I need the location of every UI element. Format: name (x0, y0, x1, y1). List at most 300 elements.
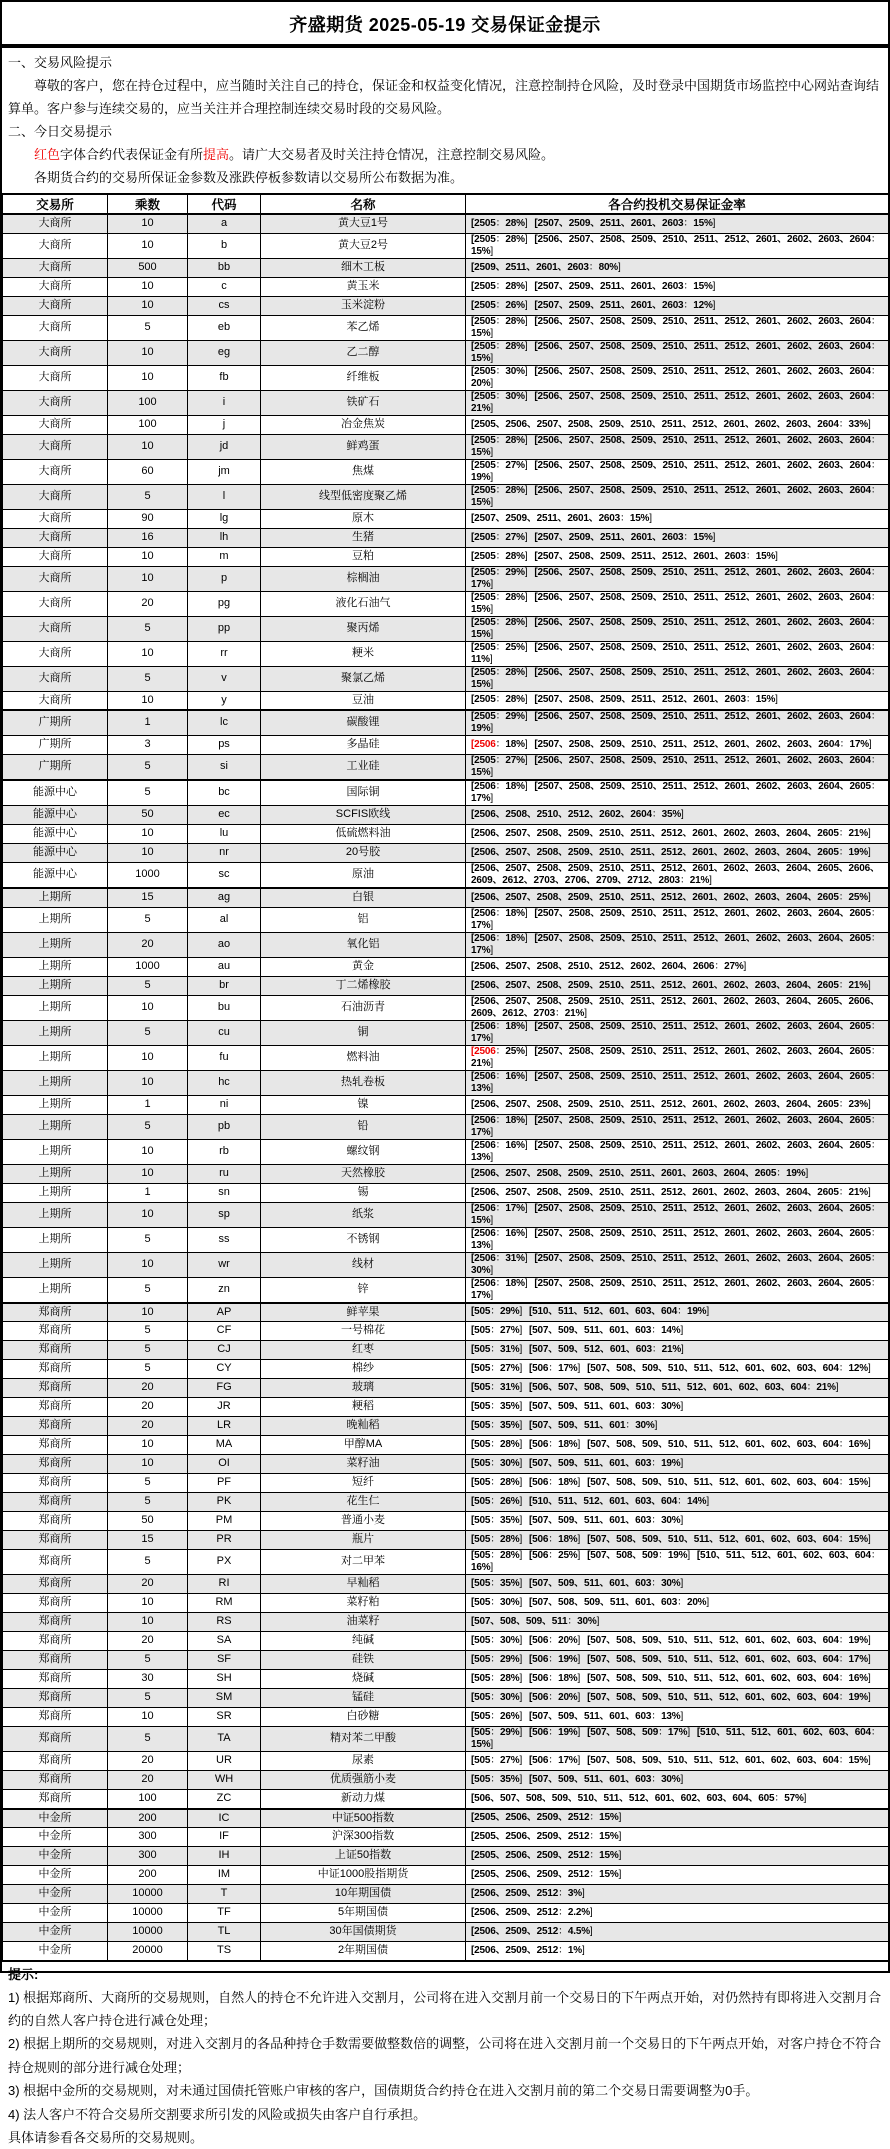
margin-rate-value: 29% (505, 567, 524, 578)
name-cell: 锡 (261, 1183, 466, 1202)
rate-segment: [2506：16%] (471, 1140, 527, 1151)
contracts-list: [507、508、509 (587, 1727, 658, 1738)
contracts-list: [505 (471, 1477, 490, 1488)
rates-cell (466, 1398, 889, 1417)
margin-rate-value: 19% (849, 1635, 868, 1646)
contracts-list: [2506、2507、2508、2509、2510、2511、2512、2601、2602、2603、2604 (534, 316, 871, 327)
code-cell: eb (188, 315, 261, 340)
multiplier-cell: 5 (108, 1550, 188, 1575)
column-header-2: 代码 (188, 194, 261, 214)
multiplier-cell: 5 (108, 907, 188, 932)
margin-rate-value: 18% (558, 1477, 577, 1488)
rate-segment: [2505：28%] (471, 551, 527, 562)
multiplier-cell: 10 (108, 1436, 188, 1455)
code-cell: IM (188, 1866, 261, 1885)
multiplier-cell: 10000 (108, 1904, 188, 1923)
rates-cell (466, 340, 889, 365)
contracts-list: [506 (529, 1673, 548, 1684)
multiplier-cell: 5 (108, 976, 188, 995)
table-row (3, 547, 889, 566)
rates-cell (466, 459, 889, 484)
contracts-list: [2507、2508、2509、2510、2511、2512、2601、2602、2603、2604、2605 (534, 1228, 871, 1239)
code-cell: fb (188, 365, 261, 390)
contracts-list: [2506、2507、2508、2509、2510、2511、2512、2601、2602、2603、2604 (534, 391, 871, 402)
multiplier-cell: 1 (108, 1095, 188, 1114)
rates-cell (466, 755, 889, 781)
margin-rate-value: 31% (500, 1382, 519, 1393)
exchange-cell: 大商所 (3, 277, 108, 296)
exchange-cell: 郑商所 (3, 1689, 108, 1708)
margin-rate-value: 17% (471, 1033, 490, 1044)
margin-rate-value: 35% (500, 1515, 519, 1526)
rates-cell (466, 258, 889, 277)
table-row (3, 1550, 889, 1575)
rates-cell (466, 1020, 889, 1045)
multiplier-cell: 60 (108, 459, 188, 484)
exchange-cell: 广期所 (3, 755, 108, 781)
exchange-cell: 上期所 (3, 888, 108, 907)
rates-cell (466, 1512, 889, 1531)
rate-segment: [507、508、509、511：30%] (471, 1616, 599, 1627)
table-row (3, 1417, 889, 1436)
rate-segment: [510、511、512、601、603、604：14%] (529, 1496, 709, 1507)
code-cell: al (188, 907, 261, 932)
footer-note-3: 3) 根据中金所的交易规则，对未通过国债托管账户审核的客户，国债期货合约持仓在进入交割月前的第二个交易日需要调整为0手。 (8, 2079, 882, 2102)
margin-rate-value: 19% (668, 1550, 687, 1561)
rates-cell (466, 233, 889, 258)
contracts-list: [2507、2509、2511、2601、2603 (471, 513, 620, 524)
name-cell: 天然橡胶 (261, 1164, 466, 1183)
rate-segment: [506：17%] (529, 1755, 580, 1766)
rate-segment: [507、508、509、510、511、512、601、602、603、604：19%] (587, 1692, 870, 1703)
today-note-line: 各期货合约的交易所保证金参数及涨跌停板参数请以交易所公布数据为准。 (8, 166, 882, 189)
rate-segment: [2507、2508、2509、2510、2511、2512、2601、2602、2603、2604、2605：17%] (471, 781, 881, 804)
contracts-list: [505 (471, 1727, 490, 1738)
code-cell: j (188, 415, 261, 434)
rate-segment: [506：17%] (529, 1363, 580, 1374)
name-cell: 低硫燃料油 (261, 825, 466, 844)
margin-rate-value: 18% (505, 908, 524, 919)
exchange-cell: 郑商所 (3, 1727, 108, 1752)
code-cell: bc (188, 780, 261, 806)
rates-cell (466, 1436, 889, 1455)
rate-segment: [505：35%] (471, 1420, 522, 1431)
margin-rate-value: 15% (849, 1534, 868, 1545)
rate-segment: [2506、2507、2508、2509、2510、2511、2512、2601、2602、2603、2604、2605：21%] (471, 980, 871, 991)
name-cell: 细木工板 (261, 258, 466, 277)
rate-segment: [2505：27%] (471, 755, 527, 766)
rate-segment: [507、509、511、601、603：13%] (529, 1711, 683, 1722)
code-cell: IF (188, 1828, 261, 1847)
rate-segment: [2506、2507、2508、2509、2510、2511、2512、2601、2602、2603、2604：15%] (471, 667, 881, 690)
exchange-cell: 大商所 (3, 547, 108, 566)
margin-rate-value: 25% (505, 1046, 524, 1057)
contracts-list: [2506、2507、2508、2509、2510、2511、2512、2601、2602、2603、2604、2605 (471, 847, 839, 858)
contracts-list: [510、511、512、601、602、603、604 (697, 1550, 871, 1561)
name-cell: 白砂糖 (261, 1708, 466, 1727)
rate-segment: [505：31%] (471, 1344, 522, 1355)
multiplier-cell: 90 (108, 509, 188, 528)
multiplier-cell: 5 (108, 1493, 188, 1512)
multiplier-cell: 5 (108, 484, 188, 509)
multiplier-cell: 20 (108, 1398, 188, 1417)
rate-segment: [2506：18%] (471, 908, 527, 919)
rate-segment: [2507、2508、2509、2510、2511、2512、2601、2602、2603、2604、2605：17%] (471, 1278, 881, 1301)
exchange-cell: 郑商所 (3, 1493, 108, 1512)
multiplier-cell: 10 (108, 1252, 188, 1277)
margin-rate-value: 26% (500, 1711, 519, 1722)
margin-rate-value: 28% (500, 1673, 519, 1684)
contracts-list: [505 (471, 1458, 490, 1469)
contracts-list: [506 (529, 1439, 548, 1450)
rate-segment: [505：29%] (471, 1654, 522, 1665)
rate-segment: [2505：26%] (471, 300, 527, 311)
multiplier-cell: 20 (108, 1752, 188, 1771)
table-row (3, 1885, 889, 1904)
rate-segment: [2507、2508、2509、2510、2511、2512、2601、2602、2603、2604、2605：15%] (471, 1203, 881, 1226)
name-cell: 尿素 (261, 1752, 466, 1771)
rates-cell (466, 616, 889, 641)
table-row (3, 233, 889, 258)
name-cell: 粳稻 (261, 1398, 466, 1417)
rate-segment: [505：35%] (471, 1515, 522, 1526)
rate-segment: [507、509、511、601、603：30%] (529, 1515, 683, 1526)
rates-cell (466, 315, 889, 340)
rate-segment: [2507、2508、2509、2510、2511、2512、2601、2602、2603、2604：17%] (534, 739, 871, 750)
rate-segment: [2505：27%] (471, 460, 527, 471)
margin-rate-value: 19% (471, 472, 490, 483)
rate-segment: [505：30%] (471, 1692, 522, 1703)
rates-cell (466, 390, 889, 415)
margin-rate-value: 26% (500, 1496, 519, 1507)
rate-segment: [2506：18%] (471, 739, 527, 750)
margin-rate-value: 19% (471, 723, 490, 734)
contracts-list: [2507、2508、2509、2510、2511、2512、2601、2602、2603、2604、2605 (534, 1021, 871, 1032)
table-row (3, 1095, 889, 1114)
rates-cell (466, 566, 889, 591)
margin-rate-value: 15% (630, 513, 649, 524)
contracts-list: [2507、2508、2509、2510、2511、2512、2601、2602、2603、2604、2605 (534, 933, 871, 944)
rate-segment: [505：30%] (471, 1635, 522, 1646)
table-row (3, 666, 889, 691)
footer-heading: 提示: (8, 1964, 882, 1986)
exchange-cell: 大商所 (3, 591, 108, 616)
multiplier-cell: 5 (108, 1727, 188, 1752)
rate-segment: [2505：28%] (471, 435, 527, 446)
rate-segment: [2506：18%] (471, 1278, 527, 1289)
multiplier-cell: 10 (108, 547, 188, 566)
table-row (3, 1070, 889, 1095)
margin-rate-value: 30% (635, 1420, 654, 1431)
margin-rate-value: 31% (500, 1344, 519, 1355)
rates-cell (466, 1360, 889, 1379)
multiplier-cell: 10 (108, 1303, 188, 1322)
exchange-cell: 上期所 (3, 932, 108, 957)
rate-segment: [2506、2507、2508、2509、2510、2511、2601、2603、2604、2605：19%] (471, 1168, 808, 1179)
rates-cell (466, 1455, 889, 1474)
contracts-list: [507、508、509、510、511、512、601、602、603、604 (587, 1673, 839, 1684)
contracts-list: [507、508、509、510、511、512、601、602、603、604 (587, 1635, 839, 1646)
contracts-list: [507、509、511、601 (529, 1420, 625, 1431)
multiplier-cell: 5 (108, 1322, 188, 1341)
table-row (3, 365, 889, 390)
contracts-list: [2507、2508、2509、2510、2511、2512、2601、2602、2603、2604、2605 (534, 1253, 871, 1264)
exchange-cell: 广期所 (3, 710, 108, 736)
code-cell: p (188, 566, 261, 591)
table-row (3, 1575, 889, 1594)
multiplier-cell: 5 (108, 315, 188, 340)
code-cell: SF (188, 1651, 261, 1670)
margin-rate-value: 20% (558, 1635, 577, 1646)
margin-rate-value: 15% (471, 604, 490, 615)
name-cell: 铜 (261, 1020, 466, 1045)
rate-segment: [2507、2509、2511、2601、2603：12%] (534, 300, 715, 311)
contracts-list: [507、509、512、601、603 (529, 1344, 652, 1355)
contracts-list: [2506、2507、2508、2509、2510、2511、2512、2601、2602、2603、2604 (534, 234, 871, 245)
margin-rate-value: 35% (500, 1578, 519, 1589)
code-cell: pg (188, 591, 261, 616)
table-row (3, 484, 889, 509)
name-cell: 鲜鸡蛋 (261, 434, 466, 459)
rate-segment: [505：26%] (471, 1711, 522, 1722)
contracts-list: [506 (529, 1363, 548, 1374)
margin-rate-value: 15% (599, 1850, 618, 1861)
margin-rate-value: 28% (500, 1477, 519, 1488)
margin-rate-value: 13% (471, 1152, 490, 1163)
rate-segment: [506：19%] (529, 1654, 580, 1665)
rate-segment: [507、508、509、511、601、603：20%] (529, 1597, 709, 1608)
name-cell: 粳米 (261, 641, 466, 666)
table-row (3, 957, 889, 976)
exchange-cell: 大商所 (3, 434, 108, 459)
name-cell: 晚籼稻 (261, 1417, 466, 1436)
rates-cell (466, 547, 889, 566)
table-row (3, 1727, 889, 1752)
margin-rate-value: 28% (505, 551, 524, 562)
rate-segment: [505：29%] (471, 1727, 522, 1738)
rates-cell (466, 1771, 889, 1790)
rates-cell (466, 1045, 889, 1070)
multiplier-cell: 30 (108, 1670, 188, 1689)
rate-segment: [2505：28%] (471, 341, 527, 352)
margin-rate-value: 16% (471, 1562, 490, 1573)
rate-segment: [2505：28%] (471, 234, 527, 245)
column-header-0: 交易所 (3, 194, 108, 214)
exchange-cell: 上期所 (3, 1277, 108, 1303)
exchange-cell: 大商所 (3, 641, 108, 666)
contracts-list: [507、509、511、601、603 (529, 1711, 651, 1722)
contracts-list: [506 (529, 1635, 548, 1646)
rates-cell (466, 1070, 889, 1095)
contracts-list: [2506、2507、2508、2509、2510、2511、2512、2601、2602、2603、2604、2605 (471, 1187, 839, 1198)
exchange-cell: 能源中心 (3, 825, 108, 844)
multiplier-cell: 10 (108, 277, 188, 296)
margin-rate-value: 21% (849, 828, 868, 839)
contracts-list: [2505、2506、2509、2512 (471, 1812, 589, 1823)
contracts-list: [506、507、508、509、510、511、512、601、602、603、604、605 (471, 1793, 774, 1804)
contracts-list: [2506 (471, 1021, 496, 1032)
rate-segment: [2506、2507、2508、2509、2510、2511、2512、2601、2602、2603、2604：15%] (471, 755, 881, 778)
table-row (3, 1923, 889, 1942)
table-row (3, 459, 889, 484)
margin-rate-value: 21% (849, 1187, 868, 1198)
rate-segment: [507、508、509：17%] (587, 1727, 690, 1738)
rate-segment: [505：28%] (471, 1550, 522, 1561)
contracts-list: [2506、2507、2508、2509、2510、2511、2512、2601、2602、2603、2604、2605 (471, 980, 839, 991)
rate-segment: [505：35%] (471, 1774, 522, 1785)
contracts-list: [505 (471, 1363, 490, 1374)
name-cell: 冶金焦炭 (261, 415, 466, 434)
table-row (3, 1670, 889, 1689)
contracts-list: [507、509、511、601、603 (529, 1578, 651, 1589)
margin-rate-value: 21% (690, 875, 709, 886)
contracts-list: [507、509、511、601、603 (529, 1401, 651, 1412)
contracts-list: [507、508、509、511、601、603 (529, 1597, 677, 1608)
table-row (3, 1436, 889, 1455)
exchange-cell: 中金所 (3, 1866, 108, 1885)
exchange-cell: 郑商所 (3, 1594, 108, 1613)
contracts-list: [2507、2508、2509、2510、2511、2512、2601、2602、2603、2604 (534, 739, 839, 750)
rate-segment: [505：27%] (471, 1363, 522, 1374)
table-row (3, 1252, 889, 1277)
multiplier-cell: 50 (108, 806, 188, 825)
multiplier-cell: 100 (108, 390, 188, 415)
name-cell: 豆油 (261, 691, 466, 710)
contracts-list: [2506 (471, 1140, 496, 1151)
rate-segment: [2506、2507、2508、2509、2510、2511、2512、2601、2602、2603、2604、2605、2606、2609、2612、2703、2706、2709、2712、2803：21%] (471, 863, 880, 886)
table-row (3, 1455, 889, 1474)
margin-rate-value: 2.2% (568, 1907, 590, 1918)
exchange-cell: 中金所 (3, 1942, 108, 1961)
name-cell: 豆粕 (261, 547, 466, 566)
code-cell: hc (188, 1070, 261, 1095)
code-cell: fu (188, 1045, 261, 1070)
margin-rate-value: 13% (471, 1240, 490, 1251)
exchange-cell: 郑商所 (3, 1790, 108, 1809)
code-cell: TS (188, 1942, 261, 1961)
rates-cell (466, 1866, 889, 1885)
margin-rate-value: 4.5% (568, 1926, 590, 1937)
margin-rate-value: 16% (505, 1071, 524, 1082)
contracts-list: [2506、2507、2508、2509、2510、2511、2512、2601、2602、2603、2604 (534, 460, 871, 471)
rates-cell (466, 1613, 889, 1632)
name-cell: 碳酸锂 (261, 710, 466, 736)
margin-rate-value: 25% (558, 1550, 577, 1561)
exchange-cell: 上期所 (3, 1139, 108, 1164)
margin-rate-value: 20% (471, 378, 490, 389)
name-cell: 液化石油气 (261, 591, 466, 616)
table-row (3, 315, 889, 340)
contracts-list: [2507、2508、2509、2510、2511、2512、2601、2602、2603、2604、2605 (534, 1071, 871, 1082)
name-cell: 10年期国债 (261, 1885, 466, 1904)
exchange-cell: 能源中心 (3, 780, 108, 806)
table-row (3, 1708, 889, 1727)
rate-segment: [506、507、508、509、510、511、512、601、602、603、604：21%] (529, 1382, 838, 1393)
table-row (3, 844, 889, 863)
rate-segment: [2506：18%] (471, 933, 527, 944)
code-cell: ZC (188, 1790, 261, 1809)
multiplier-cell: 10 (108, 434, 188, 459)
contracts-list: [2505 (471, 694, 496, 705)
code-cell: bb (188, 258, 261, 277)
multiplier-cell: 10 (108, 1164, 188, 1183)
name-cell: 花生仁 (261, 1493, 466, 1512)
name-cell: 黄大豆1号 (261, 214, 466, 233)
rate-segment: [2505：28%] (471, 592, 527, 603)
table-row (3, 1277, 889, 1303)
rate-segment: [2506、2507、2508、2509、2510、2511、2512、2601、2602、2603、2604：19%] (471, 460, 881, 483)
contracts-list: [505 (471, 1439, 490, 1450)
contracts-list: [505 (471, 1401, 490, 1412)
margin-rate-value: 15% (693, 281, 712, 292)
exchange-cell: 大商所 (3, 616, 108, 641)
code-cell: FG (188, 1379, 261, 1398)
contracts-list: [2506、2507、2508、2509、2510、2511、2512、2601、2602、2603、2604 (534, 435, 871, 446)
multiplier-cell: 10 (108, 214, 188, 233)
table-row (3, 1183, 889, 1202)
code-cell: ru (188, 1164, 261, 1183)
margin-rate-value: 12% (849, 1363, 868, 1374)
table-row (3, 932, 889, 957)
margin-rate-value: 30% (505, 366, 524, 377)
contracts-list: [506 (529, 1654, 548, 1665)
contracts-list: [2506、2509、2512 (471, 1945, 558, 1956)
exchange-cell: 大商所 (3, 509, 108, 528)
rates-cell (466, 1227, 889, 1252)
contracts-list: [2507、2508、2509、2510、2511、2512、2601、2602、2603、2604、2605 (534, 1046, 871, 1057)
contracts-list: [2507、2508、2509、2510、2511、2512、2601、2602、2603、2604、2605 (534, 781, 871, 792)
rate-segment: [2506、2507、2508、2509、2510、2511、2512、2601、2602、2603、2604：21%] (471, 391, 881, 414)
table-row (3, 1809, 889, 1828)
margin-rate-value: 35% (500, 1774, 519, 1785)
rates-cell (466, 1847, 889, 1866)
code-cell: b (188, 233, 261, 258)
rates-cell (466, 1417, 889, 1436)
rate-segment: [2507、2508、2509、2510、2511、2512、2601、2602、2603、2604、2605：17%] (471, 1115, 881, 1138)
multiplier-cell: 20 (108, 932, 188, 957)
rate-segment: [506：18%] (529, 1439, 580, 1450)
contracts-list: [2506、2507、2508、2509、2510、2511、2512、2601、2602、2603、2604 (534, 567, 871, 578)
margin-rate-value: 17% (668, 1727, 687, 1738)
code-cell: IH (188, 1847, 261, 1866)
rate-segment: [2505、2506、2509、2512：15%] (471, 1831, 621, 1842)
rate-segment: [507、508、509、510、511、512、601、602、603、604：12%] (587, 1363, 870, 1374)
rate-segment: [505：27%] (471, 1325, 522, 1336)
rates-cell (466, 365, 889, 390)
margin-rate-value: 15% (693, 532, 712, 543)
exchange-cell: 广期所 (3, 736, 108, 755)
contracts-list: [2506 (471, 1071, 496, 1082)
rates-cell (466, 907, 889, 932)
rate-segment: [2507、2509、2511、2601、2603：15%] (534, 281, 715, 292)
rate-segment: [505：28%] (471, 1534, 522, 1545)
rate-segment: [2506：25%] (471, 1046, 527, 1057)
margin-rate-value: 16% (849, 1439, 868, 1450)
rates-cell (466, 1923, 889, 1942)
code-cell: jm (188, 459, 261, 484)
rate-segment: [505：30%] (471, 1458, 522, 1469)
exchange-cell: 大商所 (3, 365, 108, 390)
rate-segment: [505：35%] (471, 1401, 522, 1412)
rate-segment: [507、509、511、601：30%] (529, 1420, 657, 1431)
table-row (3, 390, 889, 415)
rate-segment: [505：30%] (471, 1597, 522, 1608)
contracts-list: [2509、2511、2601、2603 (471, 262, 589, 273)
margin-rate-value: 30% (661, 1515, 680, 1526)
margin-rate-value: 80% (599, 262, 618, 273)
exchange-cell: 上期所 (3, 976, 108, 995)
margin-rate-value: 28% (500, 1534, 519, 1545)
